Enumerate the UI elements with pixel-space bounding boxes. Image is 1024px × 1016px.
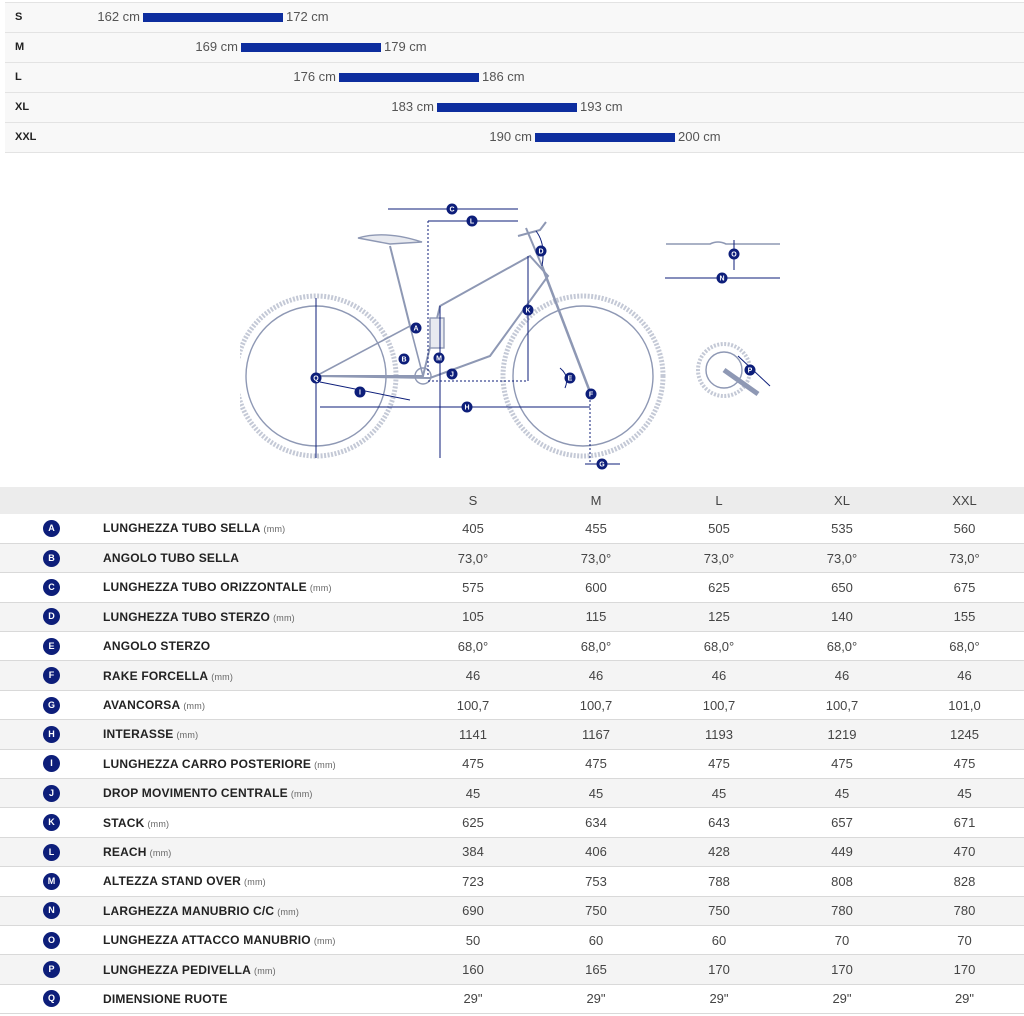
value-cell: 29" bbox=[533, 984, 659, 1013]
value-cell: 68,0° bbox=[779, 632, 905, 661]
table-row bbox=[0, 543, 1024, 572]
height-range-bar bbox=[143, 13, 283, 22]
measurement-name: DIMENSIONE RUOTE bbox=[103, 991, 228, 1006]
value-cell: 60 bbox=[533, 925, 659, 954]
table-row bbox=[0, 514, 1024, 543]
geometry-table bbox=[0, 487, 1024, 1014]
table-row bbox=[0, 720, 1024, 749]
value-cell: 505 bbox=[659, 514, 779, 543]
table-row bbox=[0, 837, 1024, 866]
handlebar-detail bbox=[666, 240, 780, 270]
value-cell: 170 bbox=[905, 955, 1024, 984]
table-row bbox=[0, 632, 1024, 661]
value-cell: 625 bbox=[659, 573, 779, 602]
value-cell: 70 bbox=[905, 925, 1024, 954]
value-cell: 73,0° bbox=[779, 543, 905, 572]
value-cell: 160 bbox=[413, 955, 533, 984]
value-cell: 828 bbox=[905, 867, 1024, 896]
value-cell: 575 bbox=[413, 573, 533, 602]
letter-badge: J bbox=[43, 785, 60, 802]
table-header-row bbox=[0, 487, 1024, 514]
height-range-bar bbox=[437, 103, 577, 112]
diagram-badge-letter: N bbox=[719, 275, 725, 283]
measurement-unit: (mm) bbox=[244, 877, 266, 888]
value-cell: 100,7 bbox=[413, 690, 533, 719]
height-range-bar bbox=[535, 133, 675, 142]
measurement-name: ALTEZZA STAND OVER bbox=[103, 874, 242, 889]
letter-badge: G bbox=[43, 697, 60, 714]
measurement-unit: (mm) bbox=[277, 906, 300, 917]
measurement-name: REACH bbox=[103, 844, 147, 859]
value-cell: 750 bbox=[533, 896, 659, 925]
size-label: XL bbox=[15, 101, 30, 113]
table-row bbox=[0, 690, 1024, 719]
value-cell: 650 bbox=[779, 573, 905, 602]
value-cell: 475 bbox=[779, 749, 905, 778]
measurement-lines bbox=[316, 206, 780, 464]
size-row bbox=[5, 62, 1024, 92]
value-cell: 560 bbox=[905, 514, 1024, 543]
measurement-unit: (mm) bbox=[183, 701, 206, 712]
measurement-unit: (mm) bbox=[176, 730, 199, 741]
table-row bbox=[0, 984, 1024, 1013]
value-cell: 50 bbox=[413, 925, 533, 954]
measurement-name: STACK bbox=[103, 815, 145, 830]
range-min-label: 190 cm bbox=[489, 129, 532, 144]
measurement-name: LUNGHEZZA CARRO POSTERIORE bbox=[103, 756, 312, 771]
table-row bbox=[0, 896, 1024, 925]
value-cell: 46 bbox=[659, 661, 779, 690]
diagram-badge-letter: E bbox=[567, 375, 573, 383]
measurement-name: DROP MOVIMENTO CENTRALE bbox=[103, 786, 288, 801]
measurement-name: LUNGHEZZA TUBO SELLA bbox=[103, 521, 261, 536]
value-cell: 73,0° bbox=[413, 543, 533, 572]
letter-badge: I bbox=[43, 755, 60, 772]
value-cell: 690 bbox=[413, 896, 533, 925]
table-row bbox=[0, 925, 1024, 954]
value-cell: 73,0° bbox=[659, 543, 779, 572]
diagram-badge-letter: K bbox=[525, 307, 531, 315]
value-cell: 600 bbox=[533, 573, 659, 602]
bike-geometry-diagram bbox=[240, 196, 800, 476]
measurement-name: LUNGHEZZA ATTACCO MANUBRIO bbox=[103, 933, 311, 948]
value-cell: 788 bbox=[659, 867, 779, 896]
measurement-unit: (mm) bbox=[149, 847, 172, 858]
value-cell: 643 bbox=[659, 808, 779, 837]
table-row bbox=[0, 867, 1024, 896]
value-cell: 1245 bbox=[905, 720, 1024, 749]
range-min-label: 162 cm bbox=[97, 9, 140, 24]
value-cell: 68,0° bbox=[533, 632, 659, 661]
range-max-label: 172 cm bbox=[286, 9, 329, 24]
value-cell: 73,0° bbox=[905, 543, 1024, 572]
measurement-name: INTERASSE bbox=[103, 727, 174, 742]
value-cell: 45 bbox=[533, 779, 659, 808]
value-cell: 45 bbox=[413, 779, 533, 808]
header-size-xl: XL bbox=[779, 487, 905, 514]
measurement-name: LARGHEZZA MANUBRIO C/C bbox=[103, 903, 275, 918]
table-row bbox=[0, 808, 1024, 837]
letter-badge: O bbox=[43, 932, 60, 949]
diagram-badge-letter: J bbox=[450, 371, 454, 379]
bike-frame bbox=[316, 256, 548, 378]
diagram-badge-letter: H bbox=[464, 404, 470, 412]
measurement-unit: (mm) bbox=[147, 818, 170, 829]
letter-badge: M bbox=[43, 873, 60, 890]
range-min-label: 183 cm bbox=[391, 99, 434, 114]
letter-badge: Q bbox=[43, 990, 60, 1007]
table-row bbox=[0, 779, 1024, 808]
measurement-unit: (mm) bbox=[290, 789, 313, 800]
value-cell: 68,0° bbox=[413, 632, 533, 661]
value-cell: 73,0° bbox=[533, 543, 659, 572]
measurement-name: LUNGHEZZA TUBO STERZO bbox=[103, 609, 271, 624]
value-cell: 46 bbox=[905, 661, 1024, 690]
letter-badge: F bbox=[43, 667, 60, 684]
letter-badge: B bbox=[43, 550, 60, 567]
value-cell: 29" bbox=[779, 984, 905, 1013]
diagram-badge-letter: I bbox=[359, 389, 361, 397]
letter-badge: D bbox=[43, 608, 60, 625]
header-size-s: S bbox=[413, 487, 533, 514]
value-cell: 45 bbox=[905, 779, 1024, 808]
size-row bbox=[5, 92, 1024, 122]
value-cell: 753 bbox=[533, 867, 659, 896]
value-cell: 475 bbox=[659, 749, 779, 778]
measurement-unit: (mm) bbox=[314, 759, 336, 770]
value-cell: 45 bbox=[779, 779, 905, 808]
value-cell: 101,0 bbox=[905, 690, 1024, 719]
size-label: S bbox=[15, 11, 23, 23]
value-cell: 29" bbox=[659, 984, 779, 1013]
value-cell: 675 bbox=[905, 573, 1024, 602]
value-cell: 29" bbox=[905, 984, 1024, 1013]
value-cell: 170 bbox=[779, 955, 905, 984]
value-cell: 406 bbox=[533, 837, 659, 866]
value-cell: 170 bbox=[659, 955, 779, 984]
diagram-badge-letter: M bbox=[436, 355, 442, 363]
diagram-badge-letter: F bbox=[588, 391, 594, 399]
value-cell: 634 bbox=[533, 808, 659, 837]
size-label: L bbox=[15, 71, 22, 83]
value-cell: 449 bbox=[779, 837, 905, 866]
table-row bbox=[0, 602, 1024, 631]
measurement-unit: (mm) bbox=[263, 524, 286, 535]
diagram-badge-letter: A bbox=[413, 325, 419, 333]
value-cell: 100,7 bbox=[659, 690, 779, 719]
range-max-label: 186 cm bbox=[482, 69, 525, 84]
size-row bbox=[5, 2, 1024, 32]
diagram-badge-letter: P bbox=[747, 367, 753, 375]
header-size-m: M bbox=[533, 487, 659, 514]
value-cell: 475 bbox=[533, 749, 659, 778]
value-cell: 470 bbox=[905, 837, 1024, 866]
value-cell: 384 bbox=[413, 837, 533, 866]
table-row bbox=[0, 661, 1024, 690]
value-cell: 1193 bbox=[659, 720, 779, 749]
diagram-badge-letter: D bbox=[538, 248, 544, 256]
value-cell: 68,0° bbox=[659, 632, 779, 661]
table-row bbox=[0, 955, 1024, 984]
measurement-name: RAKE FORCELLA bbox=[103, 668, 209, 683]
measurement-name: LUNGHEZZA PEDIVELLA bbox=[103, 962, 252, 977]
range-min-label: 169 cm bbox=[195, 39, 238, 54]
range-max-label: 179 cm bbox=[384, 39, 427, 54]
value-cell: 165 bbox=[533, 955, 659, 984]
measurement-unit: (mm) bbox=[254, 965, 276, 976]
diagram-badge-letter: B bbox=[401, 356, 407, 364]
saddle bbox=[358, 235, 422, 244]
value-cell: 625 bbox=[413, 808, 533, 837]
diagram-badge-letter: G bbox=[599, 461, 605, 469]
value-cell: 1167 bbox=[533, 720, 659, 749]
value-cell: 475 bbox=[905, 749, 1024, 778]
range-max-label: 193 cm bbox=[580, 99, 623, 114]
measurement-name: AVANCORSA bbox=[103, 698, 181, 713]
value-cell: 1141 bbox=[413, 720, 533, 749]
size-row bbox=[5, 122, 1024, 153]
table-row bbox=[0, 749, 1024, 778]
measurement-unit: (mm) bbox=[211, 671, 234, 682]
letter-badge: H bbox=[43, 726, 60, 743]
letter-badge: A bbox=[43, 520, 60, 537]
value-cell: 475 bbox=[413, 749, 533, 778]
value-cell: 100,7 bbox=[779, 690, 905, 719]
value-cell: 105 bbox=[413, 602, 533, 631]
value-cell: 657 bbox=[779, 808, 905, 837]
letter-badge: L bbox=[43, 844, 60, 861]
bike-drawing bbox=[240, 222, 663, 456]
diagram-badge-letter: O bbox=[731, 251, 737, 259]
value-cell: 155 bbox=[905, 602, 1024, 631]
value-cell: 140 bbox=[779, 602, 905, 631]
range-min-label: 176 cm bbox=[293, 69, 336, 84]
value-cell: 455 bbox=[533, 514, 659, 543]
letter-badge: C bbox=[43, 579, 60, 596]
value-cell: 780 bbox=[905, 896, 1024, 925]
value-cell: 723 bbox=[413, 867, 533, 896]
value-cell: 780 bbox=[779, 896, 905, 925]
value-cell: 46 bbox=[413, 661, 533, 690]
measurement-name: LUNGHEZZA TUBO ORIZZONTALE bbox=[103, 580, 307, 595]
size-label: XXL bbox=[15, 131, 37, 143]
value-cell: 100,7 bbox=[533, 690, 659, 719]
fork bbox=[542, 266, 590, 392]
value-cell: 428 bbox=[659, 837, 779, 866]
value-cell: 535 bbox=[779, 514, 905, 543]
range-max-label: 200 cm bbox=[678, 129, 721, 144]
value-cell: 29" bbox=[413, 984, 533, 1013]
value-cell: 115 bbox=[533, 602, 659, 631]
header-size-xxl: XXL bbox=[905, 487, 1024, 514]
crank-detail bbox=[698, 344, 770, 396]
value-cell: 671 bbox=[905, 808, 1024, 837]
value-cell: 68,0° bbox=[905, 632, 1024, 661]
value-cell: 60 bbox=[659, 925, 779, 954]
rider-height-size-chart bbox=[5, 2, 1024, 153]
measurement-name: ANGOLO TUBO SELLA bbox=[103, 551, 240, 566]
value-cell: 750 bbox=[659, 896, 779, 925]
height-range-bar bbox=[339, 73, 479, 82]
value-cell: 46 bbox=[779, 661, 905, 690]
value-cell: 45 bbox=[659, 779, 779, 808]
diagram-badge-letter: C bbox=[449, 206, 455, 214]
letter-badge: E bbox=[43, 638, 60, 655]
measurement-unit: (mm) bbox=[273, 612, 295, 623]
value-cell: 1219 bbox=[779, 720, 905, 749]
measurement-unit: (mm) bbox=[309, 583, 332, 594]
value-cell: 70 bbox=[779, 925, 905, 954]
size-row bbox=[5, 32, 1024, 62]
value-cell: 125 bbox=[659, 602, 779, 631]
letter-badge: N bbox=[43, 902, 60, 919]
table-row bbox=[0, 573, 1024, 602]
measurement-unit: (mm) bbox=[313, 936, 336, 947]
value-cell: 46 bbox=[533, 661, 659, 690]
value-cell: 808 bbox=[779, 867, 905, 896]
size-label: M bbox=[15, 41, 25, 53]
height-range-bar bbox=[241, 43, 381, 52]
value-cell: 405 bbox=[413, 514, 533, 543]
header-size-l: L bbox=[659, 487, 779, 514]
diagram-badge-letter: L bbox=[469, 218, 475, 226]
letter-badge: K bbox=[43, 814, 60, 831]
diagram-badge-letter: Q bbox=[313, 375, 319, 383]
letter-badge: P bbox=[43, 961, 60, 978]
measurement-name: ANGOLO STERZO bbox=[103, 639, 211, 654]
